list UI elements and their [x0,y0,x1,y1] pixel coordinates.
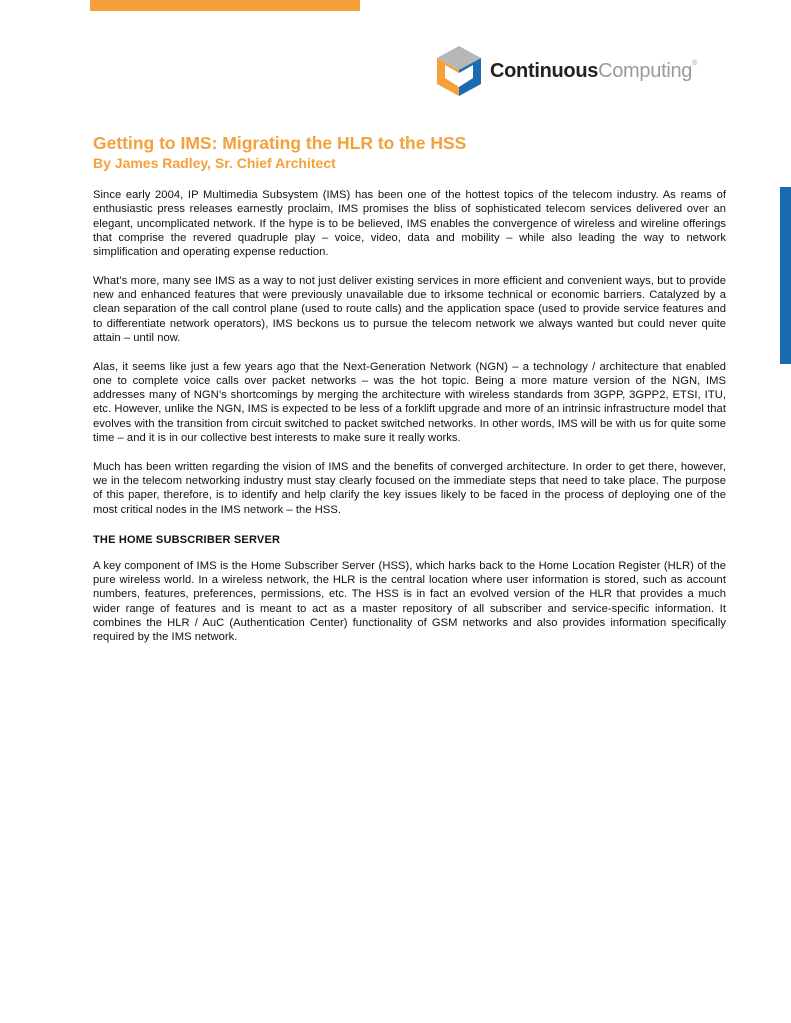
company-logo [434,44,704,100]
paragraph-1: Since early 2004, IP Multimedia Subsystem (IMS) has been one of the hottest topics of the telecom industry. As reams of enthusiastic press releases earnestly proclaim, IMS promises the bliss of sophisticated telecom services delivered over an elegant, uncomplicated network. If the hype is to be believed, IMS enables the convergence of wireless and wireline offerings that comprise the revered quadruple play – voice, video, data and mobility – while also leading the way to network simplification and operating expense reduction. [93,189,726,259]
paragraph-4: Much has been written regarding the vision of IMS and the benefits of converged architecture. In order to get there, however, we in the telecom networking industry must stay clearly focused on the immediate steps that need to take place. The purpose of this paper, therefore, is to identify and help clarify the key issues likely to be faced in the process of deploying one of the most critical nodes in the IMS network – the HSS. [93,460,726,516]
logo-name-light: Computing [598,60,693,82]
top-accent-bar [90,0,360,11]
section-heading: THE HOME SUBSCRIBER SERVER [93,533,281,546]
logo-wordmark [490,60,697,83]
logo-registered-mark: ® [692,60,697,67]
article-title: Getting to IMS: Migrating the HLR to the HSS [93,133,467,153]
side-accent-bar [780,187,791,364]
article-byline: By James Radley, Sr. Chief Architect [93,155,336,171]
article-body [93,133,726,645]
logo-name-bold: Continuous [490,60,599,82]
paragraph-3: Alas, it seems like just a few years ago that the Next-Generation Network (NGN) – a technology / architecture that enabled one to complete voice calls over packet networks – was the hot topic. Being a more mature version of the NGN, IMS addresses many of NGN’s shortcomings by merging the architecture with wireless standards from 3GPP, 3GPP2, ETSI, ITU, etc. However, unlike the NGN, IMS is expected to be less of a forklift upgrade and more of an intrinsic infrastructure model that evolves with the transition from circuit switched to packet switched networks. In other words, IMS will be with us for quite some time – and it is in our collective best interests to make sure it really works. [93,360,726,445]
cube-logo-icon [434,44,484,98]
paragraph-2: What’s more, many see IMS as a way to not just deliver existing services in more efficient and convenient ways, but to provide new and enhanced features that were previously unavailable due to irksome technical or economic barriers. Catalyzed by a clean separation of the call control plane (used to route calls) and the application space (used to provide service features and to differentiate network operators), IMS beckons us to pursue the telecom network we always wanted but could never quite attain – until now. [93,274,726,344]
section-paragraph: A key component of IMS is the Home Subscriber Server (HSS), which harks back to the Home Location Register (HLR) of the pure wireless world. In a wireless network, the HLR is the central location where user information is stored, such as account numbers, features, preferences, permissions, etc. The HSS is in fact an evolved version of the HLR that provides a much wider range of features and is meant to act as a master repository of all subscriber and service-specific information. It combines the HLR / AuC (Authentication Center) functionality of GSM networks and also provides information specifically required by the IMS network. [93,559,726,644]
